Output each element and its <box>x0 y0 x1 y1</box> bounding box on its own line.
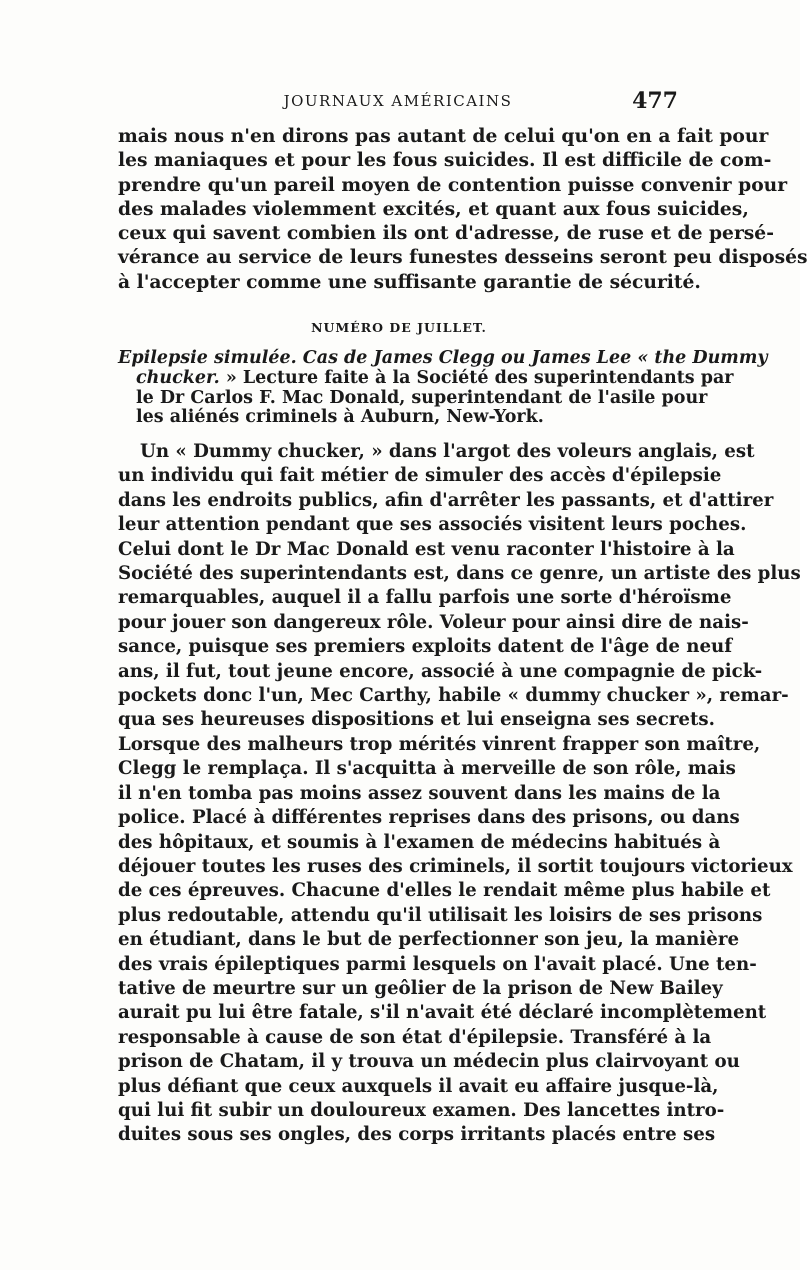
page-number: 477 <box>632 88 678 114</box>
text-line: pour jouer son dangereux rôle. Voleur pour ainsi dire de nais- <box>118 611 749 633</box>
text-line: pockets donc l'un, Mec Carthy, habile « dummy chucker », remar- <box>118 685 789 707</box>
text-line: Un « Dummy chucker, » dans l'argot des voleurs anglais, est <box>140 441 755 462</box>
text-line: mais nous n'en dirons pas autant de celui qu'on en a fait pour <box>118 125 769 147</box>
text-line: duites sous ses ongles, des corps irritants placés entre ses <box>118 1124 716 1146</box>
intro-paragraph <box>118 124 808 294</box>
text-line: ceux qui savent combien ils ont d'adresse, de ruse et de persé- <box>118 222 774 245</box>
text-line: aurait pu lui être fatale, s'il n'avait été déclaré incomplètement <box>118 1002 767 1024</box>
text-line: en étudiant, dans le but de perfectionner son jeu, la manière <box>118 929 740 951</box>
article-title-continued <box>118 367 734 389</box>
text-line: déjouer toutes les ruses des criminels, il sortit toujours victorieux <box>118 855 793 877</box>
text-line: à l'accepter comme une suffisante garantie de sécurité. <box>118 270 701 293</box>
text-line: de ces épreuves. Chacune d'elles le rendait même plus habile et <box>118 880 771 902</box>
text-line: Celui dont le Dr Mac Donald est venu raconter l'histoire à la <box>118 538 735 560</box>
text-line: des vrais épileptiques parmi lesquels on l'avait placé. Une ten- <box>118 953 757 975</box>
text-line: dans les endroits publics, afin d'arrêter les passants, et d'attirer <box>118 489 774 511</box>
article-title-end: chucker. <box>136 367 220 388</box>
article-title: Epilepsie simulée. Cas de James Clegg ou James Lee « the Dummy <box>118 348 768 368</box>
text-line: police. Placé à différentes reprises dans des prisons, ou dans <box>118 807 740 829</box>
text-line: plus redoutable, attendu qu'il utilisait les loisirs de ses prisons <box>118 904 763 926</box>
text-line: les maniaques et pour les fous suicides. Il est difficile de com- <box>118 149 772 172</box>
text-line: des malades violemment excités, et quant aux fous suicides, <box>118 197 749 220</box>
section-heading: NUMÉRO DE JUILLET. <box>311 320 487 335</box>
body-paragraph <box>118 440 801 1148</box>
text-line: ans, il fut, tout jeune encore, associé à une compagnie de pick- <box>118 660 763 682</box>
text-line: plus défiant que ceux auxquels il avait eu affaire jusque-là, <box>118 1075 719 1097</box>
text-line: Clegg le remplaça. Il s'acquitta à merveille de son rôle, mais <box>118 758 736 780</box>
text-line: un individu qui fait métier de simuler des accès d'épilepsie <box>118 465 722 487</box>
article-source: » Lecture faite à la Société des superintendants par <box>219 367 734 388</box>
page-header <box>118 88 678 118</box>
text-line: leur attention pendant que ses associés visitent leurs poches. <box>118 514 747 536</box>
text-line: des hôpitaux, et soumis à l'examen de médecins habitués à <box>118 831 721 853</box>
article-source-line: les aliénés criminels à Auburn, New-York. <box>136 407 544 428</box>
text-line: Société des superintendants est, dans ce genre, un artiste des plus <box>118 563 801 585</box>
text-line: vérance au service de leurs funestes desseins seront peu disposés <box>118 246 808 269</box>
text-line: remarquables, auquel il a fallu parfois une sorte d'héroïsme <box>118 587 732 609</box>
text-line: tative de meurtre sur un geôlier de la prison de New Bailey <box>118 977 723 999</box>
text-line: prendre qu'un pareil moyen de contention puisse convenir pour <box>118 173 788 196</box>
text-line: il n'en tomba pas moins assez souvent dans les mains de la <box>118 782 721 804</box>
text-line: qua ses heureuses dispositions et lui enseigna ses secrets. <box>118 709 715 731</box>
article-source-line: le Dr Carlos F. Mac Donald, superintendant de l'asile pour <box>136 387 708 408</box>
text-line: qui lui fit subir un douloureux examen. Des lancettes intro- <box>118 1099 725 1121</box>
text-line: responsable à cause de son état d'épilepsie. Transféré à la <box>118 1026 712 1048</box>
text-line: Lorsque des malheurs trop mérités vinrent frapper son maître, <box>118 733 761 755</box>
article-reference <box>118 348 768 428</box>
running-title: JOURNAUX AMÉRICAINS <box>283 92 513 110</box>
text-line: prison de Chatam, il y trouva un médecin plus clairvoyant ou <box>118 1051 740 1073</box>
text-line: sance, puisque ses premiers exploits datent de l'âge de neuf <box>118 636 733 658</box>
